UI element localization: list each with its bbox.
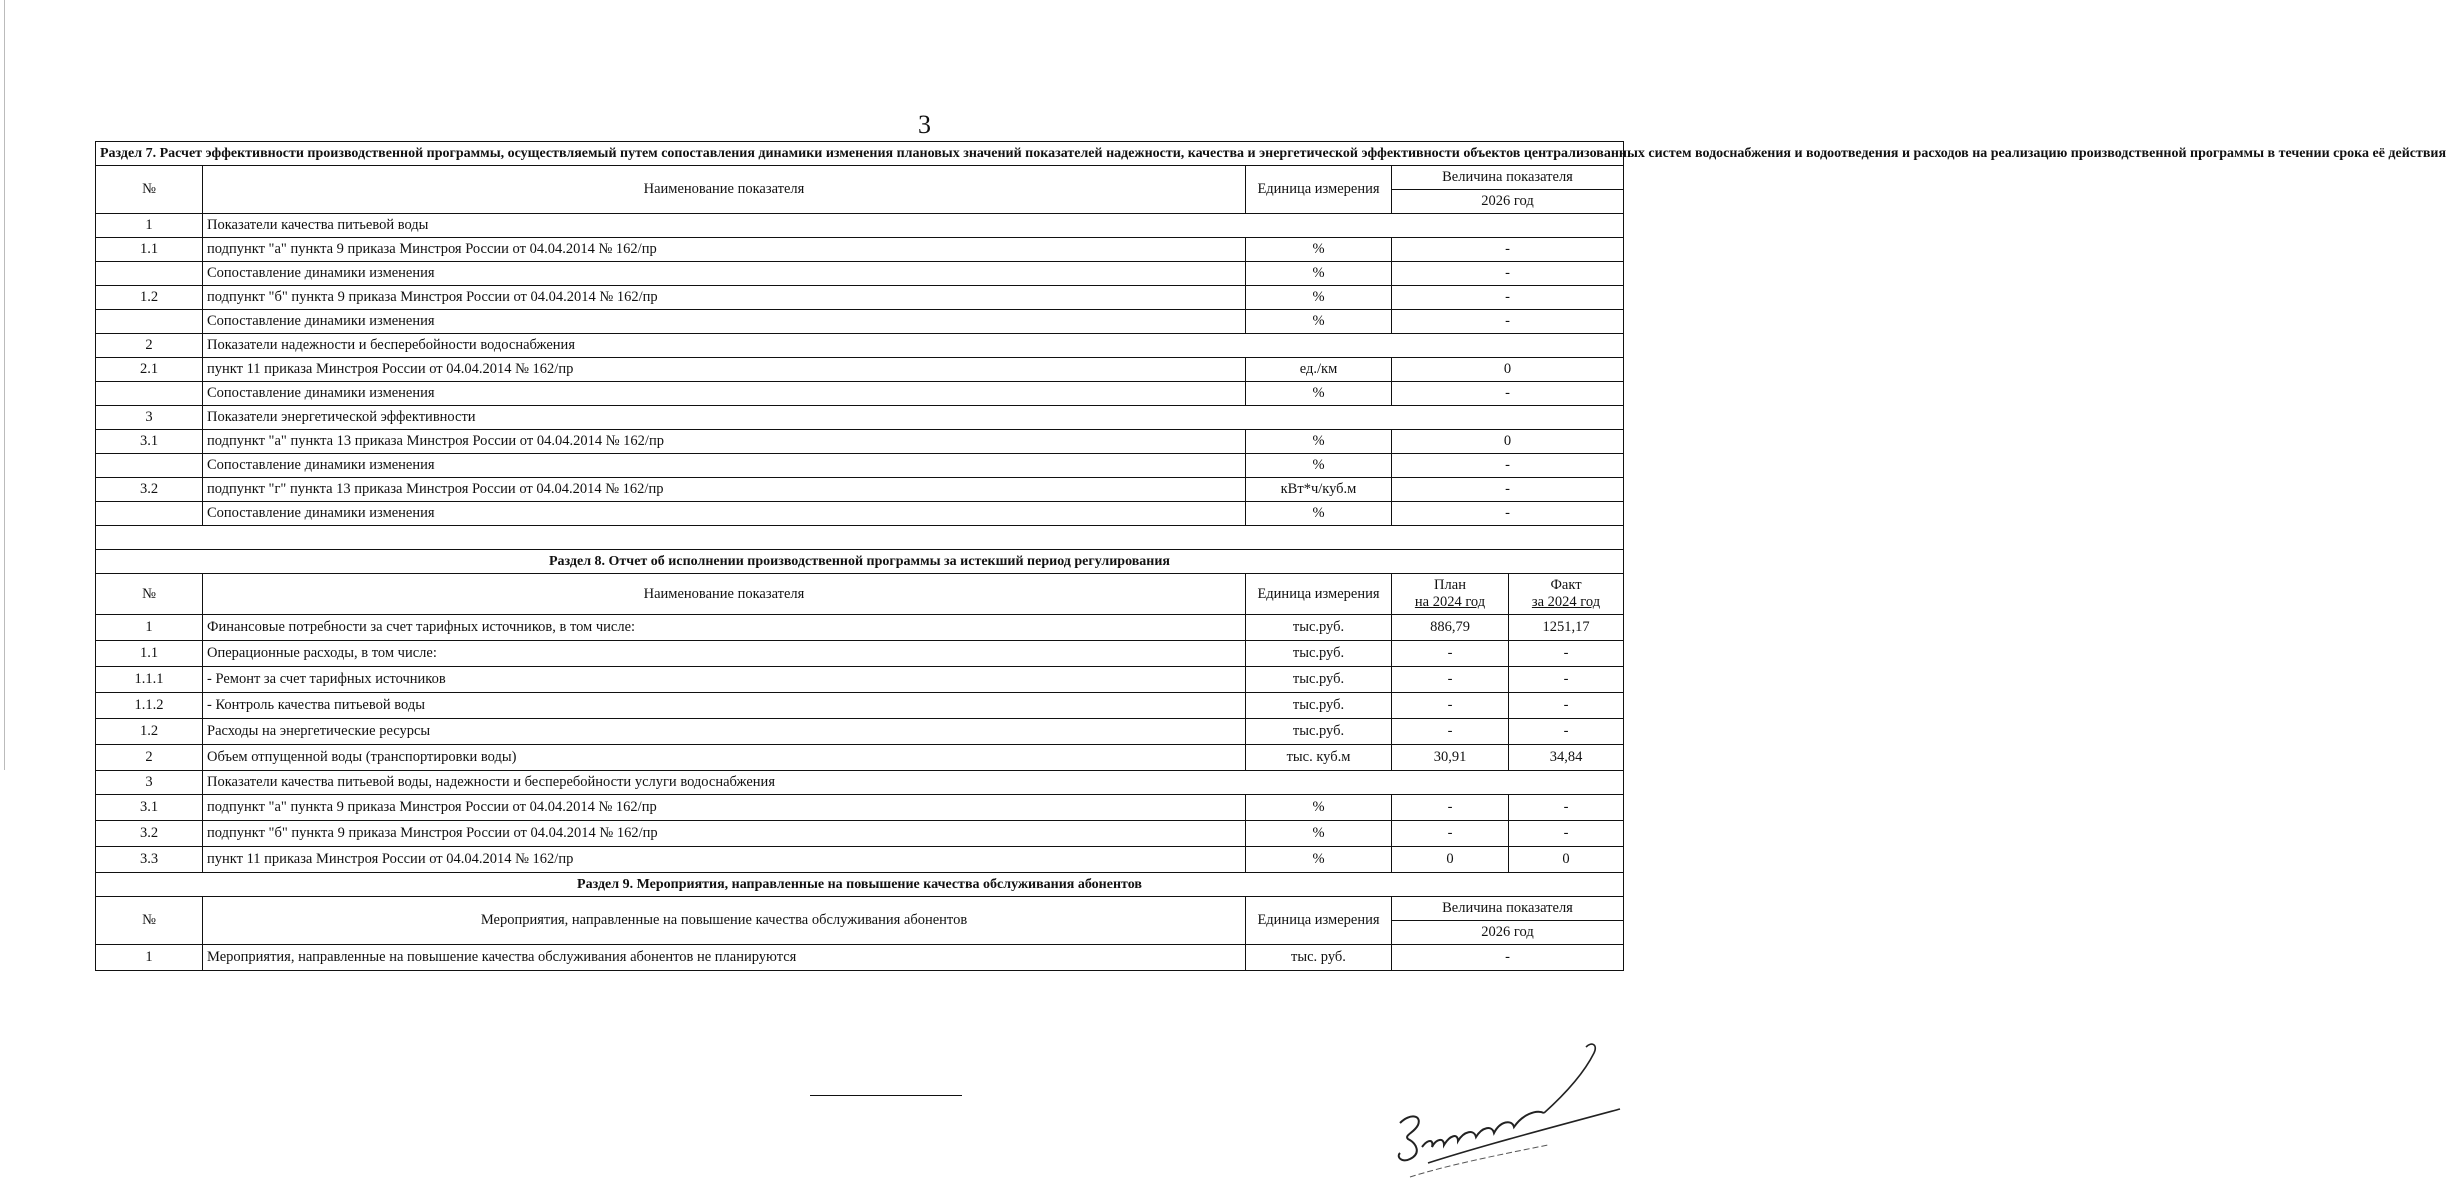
row-name: пункт 11 приказа Минстроя России от 04.04.2014 № 162/пр: [203, 358, 1246, 382]
table-row: [96, 502, 1624, 526]
row-name: Сопоставление динамики изменения: [203, 502, 1246, 526]
section8-header-plan-line1: План: [1434, 577, 1466, 593]
table-row: [96, 821, 1624, 847]
row-name: Мероприятия, направленные на повышение качества обслуживания абонентов не планируются: [203, 945, 1246, 971]
table-row: [96, 945, 1624, 971]
row-name: Объем отпущенной воды (транспортировки воды): [203, 745, 1246, 771]
section8-header-plan-line2: на 2024 год: [1414, 594, 1486, 610]
row-value: -: [1392, 454, 1624, 478]
row-unit: тыс.руб.: [1246, 693, 1392, 719]
row-name: подпункт "а" пункта 13 приказа Минстроя России от 04.04.2014 № 162/пр: [203, 430, 1246, 454]
table-row: [96, 693, 1624, 719]
row-fact: -: [1509, 795, 1624, 821]
row-name: Сопоставление динамики изменения: [203, 382, 1246, 406]
section8-header-name: Наименование показателя: [203, 574, 1246, 615]
row-num: 1.1: [96, 238, 203, 262]
section9-title: Раздел 9. Мероприятия, направленные на повышение качества обслуживания абонентов: [96, 873, 1624, 897]
section9-header-year: 2026 год: [1392, 921, 1624, 945]
section8-header-num: №: [96, 574, 203, 615]
row-unit: тыс. куб.м: [1246, 745, 1392, 771]
row-name: Сопоставление динамики изменения: [203, 262, 1246, 286]
group-heading: Показатели качества питьевой воды: [203, 214, 1624, 238]
section7-header-year: 2026 год: [1392, 190, 1624, 214]
row-plan: 30,91: [1392, 745, 1509, 771]
row-num: 3: [96, 771, 203, 795]
section8-header-fact-line2: за 2024 год: [1531, 594, 1601, 610]
group-heading: Показатели энергетической эффективности: [203, 406, 1624, 430]
row-num: 1.2: [96, 719, 203, 745]
row-unit: тыс.руб.: [1246, 719, 1392, 745]
table-row: [96, 382, 1624, 406]
row-value: -: [1392, 502, 1624, 526]
table-row: [96, 334, 1624, 358]
section9-title-row: [96, 873, 1624, 897]
table-row: [96, 214, 1624, 238]
row-name: подпункт "а" пункта 9 приказа Минстроя России от 04.04.2014 № 162/пр: [203, 795, 1246, 821]
row-num: [96, 382, 203, 406]
section7-header-row: [96, 166, 1624, 190]
section-gap: [96, 526, 1624, 550]
row-plan: 886,79: [1392, 615, 1509, 641]
section7-title-row: [96, 142, 1624, 166]
row-value: -: [1392, 478, 1624, 502]
row-unit: %: [1246, 310, 1392, 334]
group-heading: Показатели качества питьевой воды, надежности и бесперебойности услуги водоснабжения: [203, 771, 1624, 795]
row-fact: -: [1509, 693, 1624, 719]
row-name: подпункт "а" пункта 9 приказа Минстроя России от 04.04.2014 № 162/пр: [203, 238, 1246, 262]
row-num: 3.2: [96, 478, 203, 502]
row-name: Финансовые потребности за счет тарифных источников, в том числе:: [203, 615, 1246, 641]
table-row: [96, 615, 1624, 641]
row-plan: -: [1392, 693, 1509, 719]
section7-header-name: Наименование показателя: [203, 166, 1246, 214]
row-num: 3: [96, 406, 203, 430]
row-unit: тыс.руб.: [1246, 667, 1392, 693]
group-heading: Показатели надежности и бесперебойности водоснабжения: [203, 334, 1624, 358]
row-fact: 0: [1509, 847, 1624, 873]
section9-header-name: Мероприятия, направленные на повышение качества обслуживания абонентов: [203, 897, 1246, 945]
row-name: - Ремонт за счет тарифных источников: [203, 667, 1246, 693]
row-num: [96, 502, 203, 526]
row-num: 1: [96, 214, 203, 238]
table-row: [96, 719, 1624, 745]
section8-header-plan: [1392, 574, 1509, 615]
row-fact: -: [1509, 641, 1624, 667]
row-num: 3.1: [96, 795, 203, 821]
section8-title-row: [96, 550, 1624, 574]
row-name: Сопоставление динамики изменения: [203, 310, 1246, 334]
row-num: 2: [96, 334, 203, 358]
row-num: [96, 310, 203, 334]
row-plan: -: [1392, 641, 1509, 667]
section-gap-row: [96, 526, 1624, 550]
row-value: -: [1392, 945, 1624, 971]
row-unit: %: [1246, 502, 1392, 526]
row-num: 3.3: [96, 847, 203, 873]
table-row: [96, 262, 1624, 286]
section7-title: Раздел 7. Расчет эффективности производственной программы, осуществляемый путем сопоставления динамики изменения плановых значений показателей надежности, качества и энергетической эффективности объектов централизованных систем водоснабжения и водоотведения и расходов на реализацию производственной программы в течении срока её действия: [96, 142, 1624, 166]
row-value: -: [1392, 310, 1624, 334]
row-num: 2: [96, 745, 203, 771]
row-num: 3.2: [96, 821, 203, 847]
section9-header-num: №: [96, 897, 203, 945]
handwritten-signature: [1388, 1035, 1628, 1180]
row-unit: тыс.руб.: [1246, 615, 1392, 641]
section7-header-value: Величина показателя: [1392, 166, 1624, 190]
row-plan: -: [1392, 795, 1509, 821]
row-value: -: [1392, 382, 1624, 406]
row-unit: тыс. руб.: [1246, 945, 1392, 971]
table-row: [96, 795, 1624, 821]
section8-header-fact-line1: Факт: [1550, 577, 1582, 593]
table-row: [96, 238, 1624, 262]
row-num: 3.1: [96, 430, 203, 454]
row-unit: %: [1246, 382, 1392, 406]
row-num: 1.2: [96, 286, 203, 310]
table-row: [96, 286, 1624, 310]
row-name: Расходы на энергетические ресурсы: [203, 719, 1246, 745]
scan-margin-mark: [4, 0, 5, 770]
row-plan: 0: [1392, 847, 1509, 873]
table-row: [96, 641, 1624, 667]
table-row: [96, 478, 1624, 502]
row-num: 2.1: [96, 358, 203, 382]
row-value: -: [1392, 238, 1624, 262]
row-name: подпункт "б" пункта 9 приказа Минстроя России от 04.04.2014 № 162/пр: [203, 286, 1246, 310]
row-num: [96, 262, 203, 286]
row-num: [96, 454, 203, 478]
row-name: подпункт "г" пункта 13 приказа Минстроя России от 04.04.2014 № 162/пр: [203, 478, 1246, 502]
row-plan: -: [1392, 719, 1509, 745]
row-value: -: [1392, 286, 1624, 310]
row-unit: %: [1246, 262, 1392, 286]
table-row: [96, 430, 1624, 454]
row-fact: 1251,17: [1509, 615, 1624, 641]
row-unit: %: [1246, 286, 1392, 310]
table-row: [96, 667, 1624, 693]
section8-title: Раздел 8. Отчет об исполнении производственной программы за истекший период регулирования: [96, 550, 1624, 574]
row-value: -: [1392, 262, 1624, 286]
table-row: [96, 745, 1624, 771]
section9-header-value: Величина показателя: [1392, 897, 1624, 921]
row-plan: -: [1392, 821, 1509, 847]
row-name: - Контроль качества питьевой воды: [203, 693, 1246, 719]
row-unit: %: [1246, 821, 1392, 847]
table-row: [96, 847, 1624, 873]
row-name: Операционные расходы, в том числе:: [203, 641, 1246, 667]
section9-header-unit: Единица измерения: [1246, 897, 1392, 945]
section8-header-fact: [1509, 574, 1624, 615]
row-name: пункт 11 приказа Минстроя России от 04.04.2014 № 162/пр: [203, 847, 1246, 873]
row-num: 1: [96, 615, 203, 641]
section8-header-unit: Единица измерения: [1246, 574, 1392, 615]
row-plan: -: [1392, 667, 1509, 693]
table-row: [96, 454, 1624, 478]
row-unit: кВт*ч/куб.м: [1246, 478, 1392, 502]
row-fact: -: [1509, 719, 1624, 745]
row-fact: 34,84: [1509, 745, 1624, 771]
row-unit: %: [1246, 847, 1392, 873]
row-num: 1.1: [96, 641, 203, 667]
report-table: [95, 141, 2446, 971]
row-unit: тыс.руб.: [1246, 641, 1392, 667]
row-value: 0: [1392, 430, 1624, 454]
row-num: 1: [96, 945, 203, 971]
page-number: 3: [918, 110, 931, 139]
section9-header-row: [96, 897, 1624, 921]
row-num: 1.1.1: [96, 667, 203, 693]
row-unit: %: [1246, 430, 1392, 454]
row-unit: ед./км: [1246, 358, 1392, 382]
row-name: подпункт "б" пункта 9 приказа Минстроя России от 04.04.2014 № 162/пр: [203, 821, 1246, 847]
row-name: Сопоставление динамики изменения: [203, 454, 1246, 478]
row-value: 0: [1392, 358, 1624, 382]
row-unit: %: [1246, 795, 1392, 821]
footer-separator-line: [810, 1095, 962, 1096]
row-fact: -: [1509, 821, 1624, 847]
table-row: [96, 406, 1624, 430]
row-unit: %: [1246, 454, 1392, 478]
row-unit: %: [1246, 238, 1392, 262]
section7-header-num: №: [96, 166, 203, 214]
table-row: [96, 310, 1624, 334]
table-row: [96, 771, 1624, 795]
row-fact: -: [1509, 667, 1624, 693]
section7-header-unit: Единица измерения: [1246, 166, 1392, 214]
section8-header-row: [96, 574, 1624, 615]
row-num: 1.1.2: [96, 693, 203, 719]
table-row: [96, 358, 1624, 382]
